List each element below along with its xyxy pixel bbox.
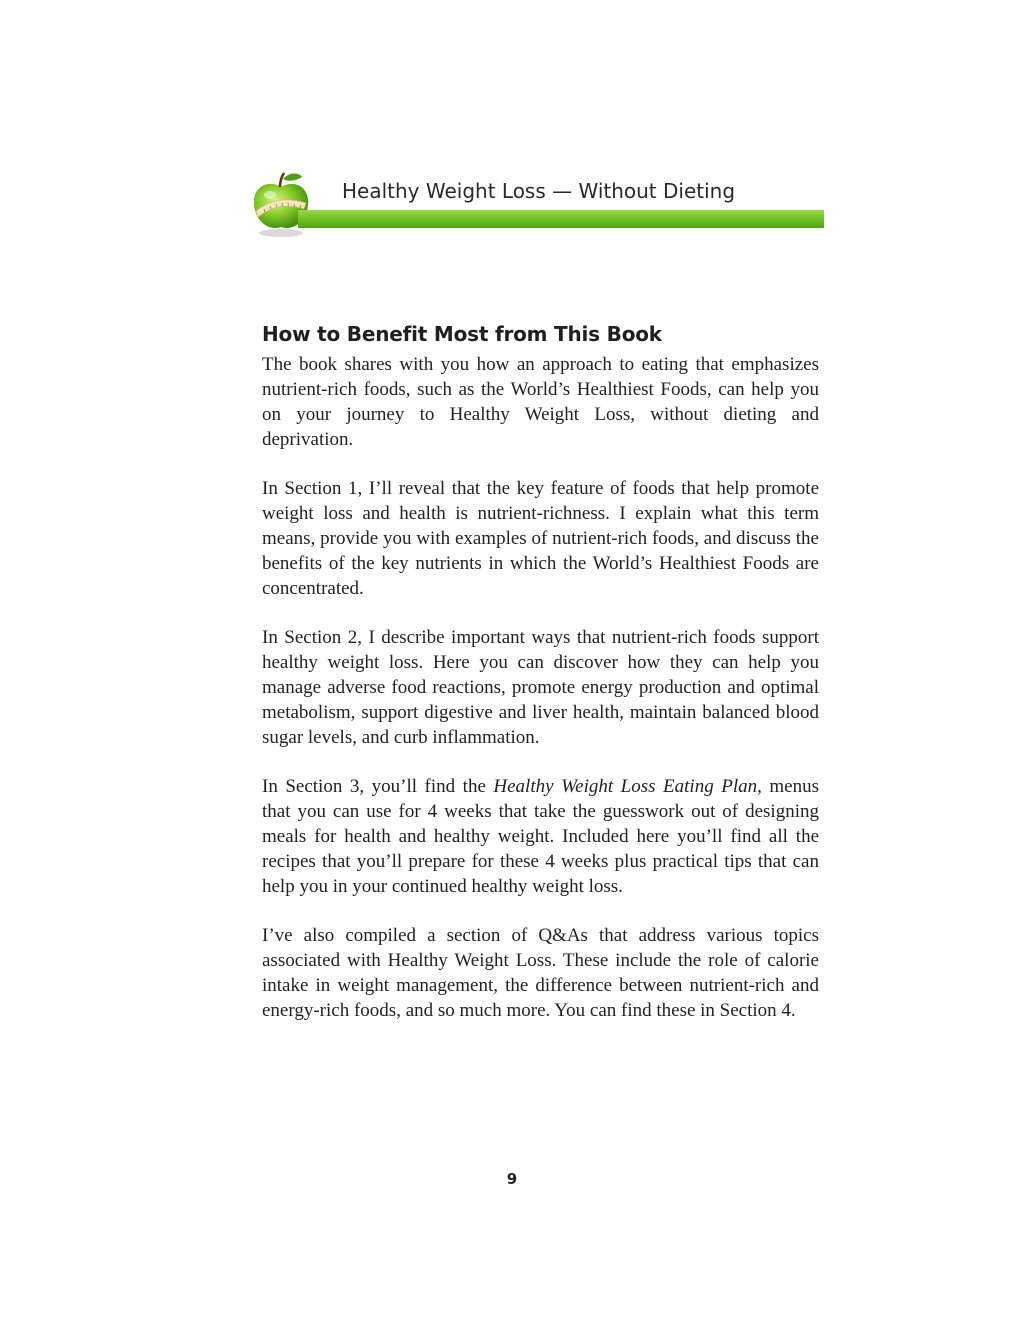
green-apple-icon: [246, 169, 316, 239]
paragraph: In Section 1, I’ll reveal that the key feature of foods that help promote weight loss and health is nutrient-richness. I explain what this term means, provide you with examples of nutrient-rich foods, and discuss the benefits of the key nutrients in which the World’s Healthiest Foods are concentrated.: [262, 478, 819, 599]
header-accent-bar: [298, 210, 824, 228]
paragraph: I’ve also compiled a section of Q&As that address various topics associated with Healthy Weight Loss. These include the role of calorie intake in weight management, the difference between nutrient-rich and energy-rich foods, and so much more. You can find these in Section 4.: [262, 925, 819, 1021]
page-number: 9: [506, 1170, 518, 1188]
paragraph: [262, 774, 819, 899]
section-heading: How to Benefit Most from This Book: [262, 322, 662, 346]
main-content: [262, 322, 819, 1047]
book-plan-title: Healthy Weight Loss Eating Plan: [493, 776, 758, 797]
paragraph-text: , menus that you can use for 4 weeks that take the guesswork out of designing meals for health and healthy weight. Included here you’ll find all the recipes that you’ll prepare for these 4 weeks plus practical tips that can help you in your continued healthy weight loss.: [262, 776, 820, 897]
page-header: [246, 165, 824, 243]
paragraph: The book shares with you how an approach to eating that emphasizes nutrient-rich foods, such as the World’s Healthiest Foods, can help you on your journey to Healthy Weight Loss, without dieting and deprivation.: [262, 354, 819, 450]
paragraph: In Section 2, I describe important ways that nutrient-rich foods support healthy weight loss. Here you can discover how they can help you manage adverse food reactions, promote energy production and optimal metabolism, support digestive and liver health, maintain balanced blood sugar levels, and curb inflammation.: [262, 627, 819, 748]
paragraph-text: In Section 3, you’ll find the: [262, 776, 494, 797]
header-title: Healthy Weight Loss — Without Dieting: [342, 179, 736, 203]
